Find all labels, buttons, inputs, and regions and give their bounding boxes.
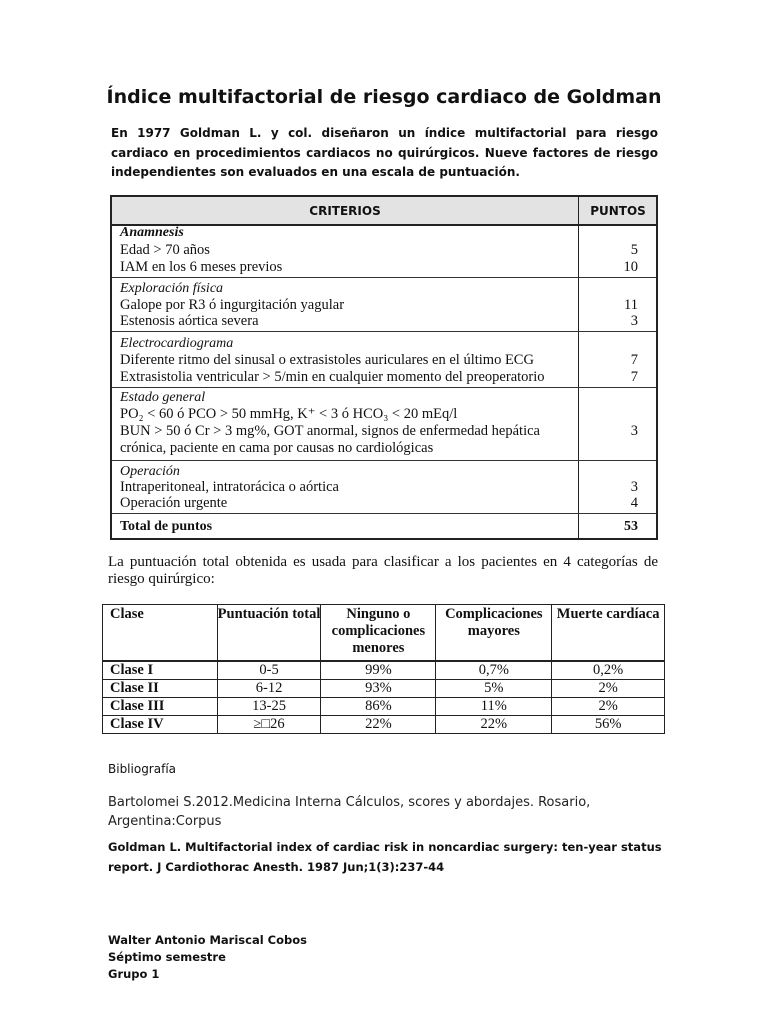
table-cell: 13-25 xyxy=(217,698,321,716)
goldman-criteria-table xyxy=(110,195,658,540)
criteria-points: 7 xyxy=(630,369,638,385)
criteria-item: PO₂ < 60 ó PCO > 50 mmHg, K⁺ < 3 ó HCO₃ < 20 mEq/l xyxy=(120,406,458,422)
table-cell: 99% xyxy=(321,661,436,680)
category-label: Estado general xyxy=(120,390,206,405)
criteria-section-estado-general xyxy=(112,388,656,461)
criteria-item: Operación urgente xyxy=(120,495,228,511)
criteria-item: IAM en los 6 meses previos xyxy=(120,259,283,275)
criteria-points: 3 xyxy=(630,313,638,329)
table-cell: 22% xyxy=(321,716,436,734)
header-puntuacion: Puntuación total xyxy=(217,605,321,662)
table-cell: 0,7% xyxy=(436,661,552,680)
criteria-item: Estenosis aórtica severa xyxy=(120,313,259,329)
author-name: Walter Antonio Mariscal Cobos xyxy=(108,933,307,947)
criteria-section-ecg xyxy=(112,332,656,388)
criteria-points: 3 xyxy=(630,423,638,439)
bibliography-heading: Bibliografía xyxy=(108,762,177,776)
author-block xyxy=(108,932,307,983)
table-cell: 0,2% xyxy=(552,661,665,680)
table-cell: 11% xyxy=(436,698,552,716)
table-row xyxy=(103,680,665,698)
table-row xyxy=(103,716,665,734)
table-cell: Clase IV xyxy=(103,716,218,734)
table-cell: 56% xyxy=(552,716,665,734)
criteria-item: Intraperitoneal, intratorácica o aórtica xyxy=(120,479,339,495)
criteria-points: 5 xyxy=(630,242,638,258)
criteria-section-exploracion xyxy=(112,278,656,332)
bibliography-reference: Bartolomei S.2012.Medicina Interna Cálculos, scores y abordajes. Rosario, Argentina:Corpus xyxy=(108,795,591,829)
criteria-table-header xyxy=(112,197,656,226)
header-ninguno: Ninguno o complicaciones menores xyxy=(321,605,436,662)
criteria-points: 11 xyxy=(624,297,638,313)
table-cell: 86% xyxy=(321,698,436,716)
author-semester: Séptimo semestre xyxy=(108,950,226,964)
criteria-total-row xyxy=(112,514,656,540)
criteria-points: 7 xyxy=(630,352,638,368)
table-cell: ≥□26 xyxy=(217,716,321,734)
header-puntos: PUNTOS xyxy=(590,204,646,218)
criteria-section-anamnesis xyxy=(112,224,656,278)
table-cell: 2% xyxy=(552,680,665,698)
table-cell: 0-5 xyxy=(217,661,321,680)
classification-paragraph: La puntuación total obtenida es usada para clasificar a los pacientes en 4 categorías de riesgo quirúrgico: xyxy=(108,554,658,587)
table-cell: 6-12 xyxy=(217,680,321,698)
table-cell: 93% xyxy=(321,680,436,698)
criteria-item: crónica, paciente en cama por causas no cardiológicas xyxy=(120,440,434,456)
criteria-item: Diferente ritmo del sinusal o extrasistoles auriculares en el último ECG xyxy=(120,352,534,368)
criteria-item: Galope por R3 ó ingurgitación yagular xyxy=(120,297,345,313)
criteria-section-operacion xyxy=(112,461,656,514)
table-row xyxy=(103,661,665,680)
header-complicaciones: Complicaciones mayores xyxy=(436,605,552,662)
header-muerte: Muerte cardíaca xyxy=(552,605,665,662)
criteria-item: BUN > 50 ó Cr > 3 mg%, GOT anormal, signos de enfermedad hepática xyxy=(120,423,540,439)
criteria-item: Edad > 70 años xyxy=(120,242,210,258)
bibliography-reference: Goldman L. Multifactorial index of cardiac risk in noncardiac surgery: ten-year status report. J Cardiothorac Anesth. 1987 Jun;1(3):237-44 xyxy=(108,840,662,874)
criteria-points: 10 xyxy=(623,259,638,275)
category-label: Electrocardiograma xyxy=(120,336,234,351)
table-row xyxy=(103,698,665,716)
intro-paragraph: En 1977 Goldman L. y col. diseñaron un índice multifactorial para riesgo cardiaco en procedimientos cardiacos no quirúrgicos. Nueve factores de riesgo independientes son evaluados en una escala de puntuación. xyxy=(111,126,658,179)
category-label: Anamnesis xyxy=(120,225,184,240)
author-group: Grupo 1 xyxy=(108,967,160,981)
table-cell: 5% xyxy=(436,680,552,698)
table-cell: 22% xyxy=(436,716,552,734)
header-criterios: CRITERIOS xyxy=(309,204,381,218)
table-cell: Clase II xyxy=(103,680,218,698)
table-cell: Clase I xyxy=(103,661,218,680)
category-label: Operación xyxy=(120,464,180,479)
table-cell: Clase III xyxy=(103,698,218,716)
risk-class-table xyxy=(102,604,665,734)
header-clase: Clase xyxy=(103,605,218,662)
category-label: Exploración física xyxy=(120,281,224,296)
criteria-points: 4 xyxy=(630,495,638,511)
risk-table-header-row xyxy=(103,605,665,662)
total-value: 53 xyxy=(624,519,638,534)
criteria-points: 3 xyxy=(630,479,638,495)
criteria-item: Extrasistolia ventricular > 5/min en cualquier momento del preoperatorio xyxy=(120,369,545,385)
page-title: Índice multifactorial de riesgo cardiaco de Goldman xyxy=(106,86,662,108)
total-label: Total de puntos xyxy=(120,519,213,534)
table-cell: 2% xyxy=(552,698,665,716)
